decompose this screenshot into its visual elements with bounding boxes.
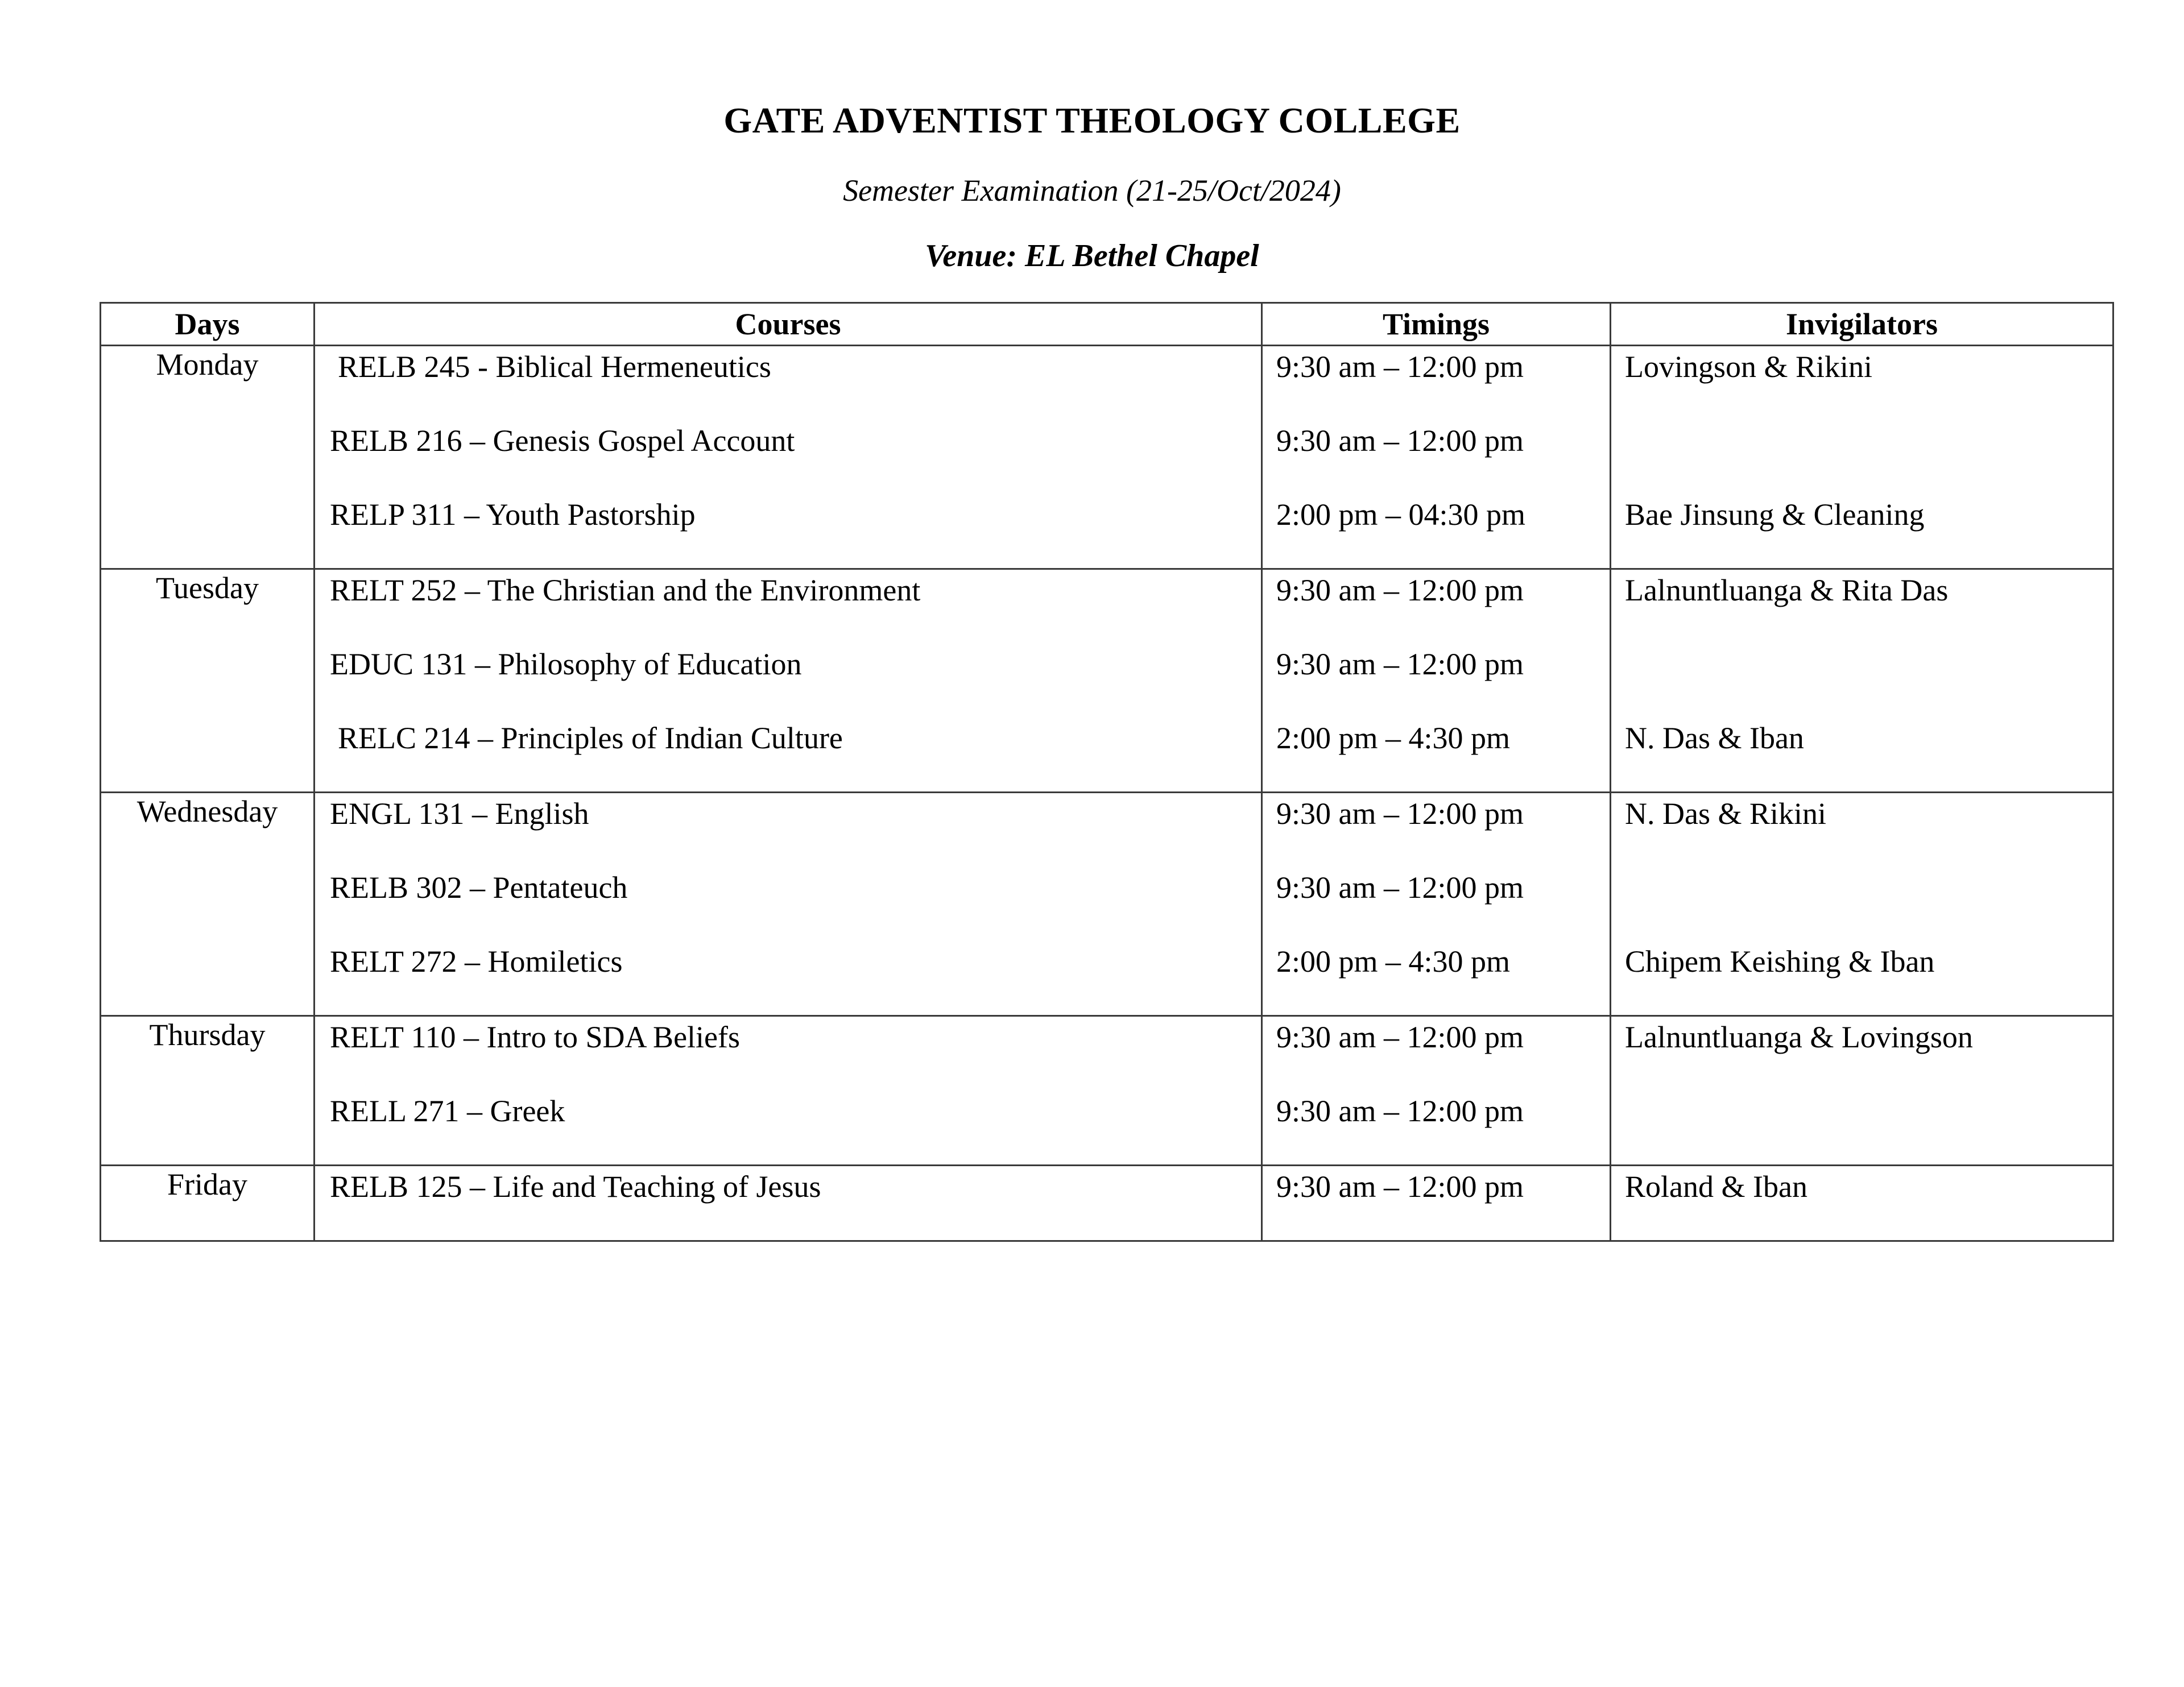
courses-cell [315, 793, 1262, 1016]
invigilator-item: N. Das & Iban [1625, 721, 1804, 755]
courses-cell [315, 569, 1262, 793]
column-header-invigilators: Invigilators [1611, 303, 2113, 346]
timing-item: 9:30 am – 12:00 pm [1276, 1170, 1524, 1204]
exam-subtitle: Semester Examination (21-25/Oct/2024) [843, 173, 1341, 208]
day-cell: Wednesday [101, 793, 315, 1016]
timings-cell [1262, 1016, 1611, 1166]
day-cell: Tuesday [101, 569, 315, 793]
course-item: RELB 245 - Biblical Hermeneutics [338, 350, 771, 384]
invigilator-item: Roland & Iban [1625, 1170, 1807, 1204]
invigilator-item [1611, 420, 2112, 494]
day-cell: Thursday [101, 1016, 315, 1166]
timing-item: 2:00 pm – 04:30 pm [1276, 498, 1526, 532]
invigilator-item: Bae Jinsung & Cleaning [1625, 498, 1925, 532]
courses-cell [315, 346, 1262, 569]
invigilator-item [1611, 867, 2112, 941]
venue-label: Venue: EL Bethel Chapel [925, 238, 1259, 273]
invigilator-item: N. Das & Rikini [1625, 797, 1827, 831]
course-item: EDUC 131 – Philosophy of Education [330, 647, 802, 681]
course-item: RELT 252 – The Christian and the Environment [330, 573, 921, 607]
column-header-days: Days [101, 303, 315, 346]
invigilator-item: Chipem Keishing & Iban [1625, 944, 1935, 979]
invigilators-cell [1611, 346, 2113, 569]
course-item: RELT 272 – Homiletics [330, 944, 623, 979]
exam-schedule-table [100, 302, 2114, 1242]
timing-item: 2:00 pm – 4:30 pm [1276, 721, 1511, 755]
course-item: RELP 311 – Youth Pastorship [330, 498, 696, 532]
timings-cell [1262, 1166, 1611, 1241]
timing-item: 9:30 am – 12:00 pm [1276, 350, 1524, 384]
invigilators-cell [1611, 1166, 2113, 1241]
table-row-wednesday [101, 793, 2113, 1016]
course-item: RELB 216 – Genesis Gospel Account [330, 424, 795, 458]
column-header-courses: Courses [315, 303, 1262, 346]
table-row-monday [101, 346, 2113, 569]
invigilator-item: Lovingson & Rikini [1625, 350, 1873, 384]
timing-item: 2:00 pm – 4:30 pm [1276, 944, 1511, 979]
invigilator-item: Lalnuntluanga & Rita Das [1625, 573, 1949, 607]
course-item: ENGL 131 – English [330, 797, 589, 831]
course-item: RELB 302 – Pentateuch [330, 871, 628, 905]
courses-cell [315, 1166, 1262, 1241]
timings-cell [1262, 569, 1611, 793]
timing-item: 9:30 am – 12:00 pm [1276, 1094, 1524, 1128]
course-item: RELT 110 – Intro to SDA Beliefs [330, 1020, 741, 1054]
timing-item: 9:30 am – 12:00 pm [1276, 647, 1524, 681]
invigilator-item [1611, 1091, 2112, 1164]
column-header-timings: Timings [1262, 303, 1611, 346]
timing-item: 9:30 am – 12:00 pm [1276, 871, 1524, 905]
invigilators-cell [1611, 569, 2113, 793]
day-cell: Monday [101, 346, 315, 569]
table-header-row [101, 303, 2113, 346]
timing-item: 9:30 am – 12:00 pm [1276, 797, 1524, 831]
table-row-thursday [101, 1016, 2113, 1166]
invigilators-cell [1611, 793, 2113, 1016]
timing-item: 9:30 am – 12:00 pm [1276, 573, 1524, 607]
invigilator-item: Lalnuntluanga & Lovingson [1625, 1020, 1973, 1054]
courses-cell [315, 1016, 1262, 1166]
invigilators-cell [1611, 1016, 2113, 1166]
course-item: RELL 271 – Greek [330, 1094, 565, 1128]
day-cell: Friday [101, 1166, 315, 1241]
table-row-friday [101, 1166, 2113, 1241]
course-item: RELB 125 – Life and Teaching of Jesus [330, 1170, 821, 1204]
table-row-tuesday [101, 569, 2113, 793]
timing-item: 9:30 am – 12:00 pm [1276, 1020, 1524, 1054]
course-item: RELC 214 – Principles of Indian Culture [338, 721, 843, 755]
timings-cell [1262, 346, 1611, 569]
document-title: GATE ADVENTIST THEOLOGY COLLEGE [723, 100, 1461, 140]
timings-cell [1262, 793, 1611, 1016]
timing-item: 9:30 am – 12:00 pm [1276, 424, 1524, 458]
invigilator-item [1611, 644, 2112, 718]
